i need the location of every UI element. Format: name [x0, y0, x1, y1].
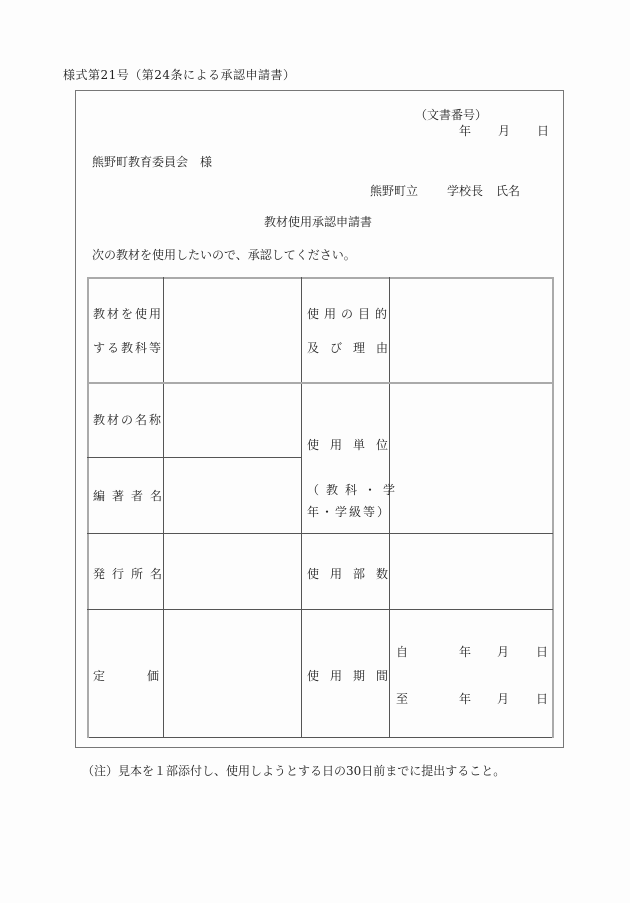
date-month: 月 — [498, 124, 511, 138]
document-title: 教材使用承認申請書 — [264, 215, 373, 229]
period-from-year: 年 — [459, 645, 472, 659]
form-id: 様式第21号（第24条による承認申請書） — [63, 68, 296, 82]
input-editor[interactable] — [167, 462, 297, 529]
row-divider-1 — [87, 382, 553, 384]
sender-school-head: 学校長 — [447, 184, 484, 198]
input-purpose[interactable] — [393, 281, 548, 378]
sender-school-prefix: 熊野町立 — [370, 184, 419, 198]
intro-text: 次の教材を使用したいので、承認してください。 — [92, 248, 356, 262]
label-period-to: 至 — [396, 692, 409, 706]
period-from-month: 月 — [497, 645, 510, 659]
period-from-day: 日 — [536, 645, 549, 659]
col-divider-2 — [301, 277, 302, 738]
table-border-bottom — [87, 737, 553, 738]
label-unit-line3: 年・学級等） — [307, 505, 392, 519]
sender-name-label: 氏名 — [496, 184, 521, 198]
row-divider-3 — [87, 533, 553, 534]
label-publisher: 発行所名 — [93, 567, 170, 581]
table-border-right — [552, 277, 554, 738]
date-year: 年 — [459, 124, 472, 138]
period-to-year: 年 — [459, 692, 472, 706]
input-price[interactable] — [167, 614, 297, 733]
label-material-name: 教材の名称 — [93, 413, 164, 427]
label-subject-line1: 教材を使用 — [93, 307, 164, 321]
application-table — [87, 277, 553, 738]
label-purpose-line1: 使用の目的 — [307, 307, 393, 321]
input-publisher[interactable] — [167, 538, 297, 605]
input-material-name[interactable] — [167, 387, 297, 453]
col-divider-1 — [163, 277, 164, 738]
footnote: （注）見本を１部添付し、使用しようとする日の30日前までに提出すること。 — [82, 764, 506, 778]
label-unit-line1: 使用単位 — [307, 438, 400, 452]
input-copies[interactable] — [393, 538, 548, 605]
input-unit[interactable] — [393, 387, 548, 529]
label-price-char2: 価 — [147, 669, 160, 683]
doc-number-label: （文書番号） — [415, 108, 488, 122]
row-divider-2 — [87, 457, 302, 458]
label-purpose-line2: 及び理由 — [307, 341, 400, 355]
table-border-top — [87, 277, 553, 279]
label-period: 使用期間 — [307, 669, 400, 683]
label-editor: 編著者名 — [93, 489, 170, 503]
period-to-month: 月 — [497, 692, 510, 706]
label-subject-line2: する教科等 — [93, 341, 164, 355]
table-border-left — [87, 277, 89, 738]
label-copies: 使用部数 — [307, 567, 400, 581]
date-day: 日 — [537, 124, 550, 138]
label-price-char1: 定 — [93, 669, 106, 683]
label-unit-line2: （教科・学 — [307, 483, 403, 497]
period-to-day: 日 — [536, 692, 549, 706]
label-period-from: 自 — [396, 645, 409, 659]
input-subject[interactable] — [167, 281, 297, 378]
row-divider-4 — [87, 609, 553, 610]
addressee: 熊野町教育委員会 様 — [92, 155, 213, 169]
